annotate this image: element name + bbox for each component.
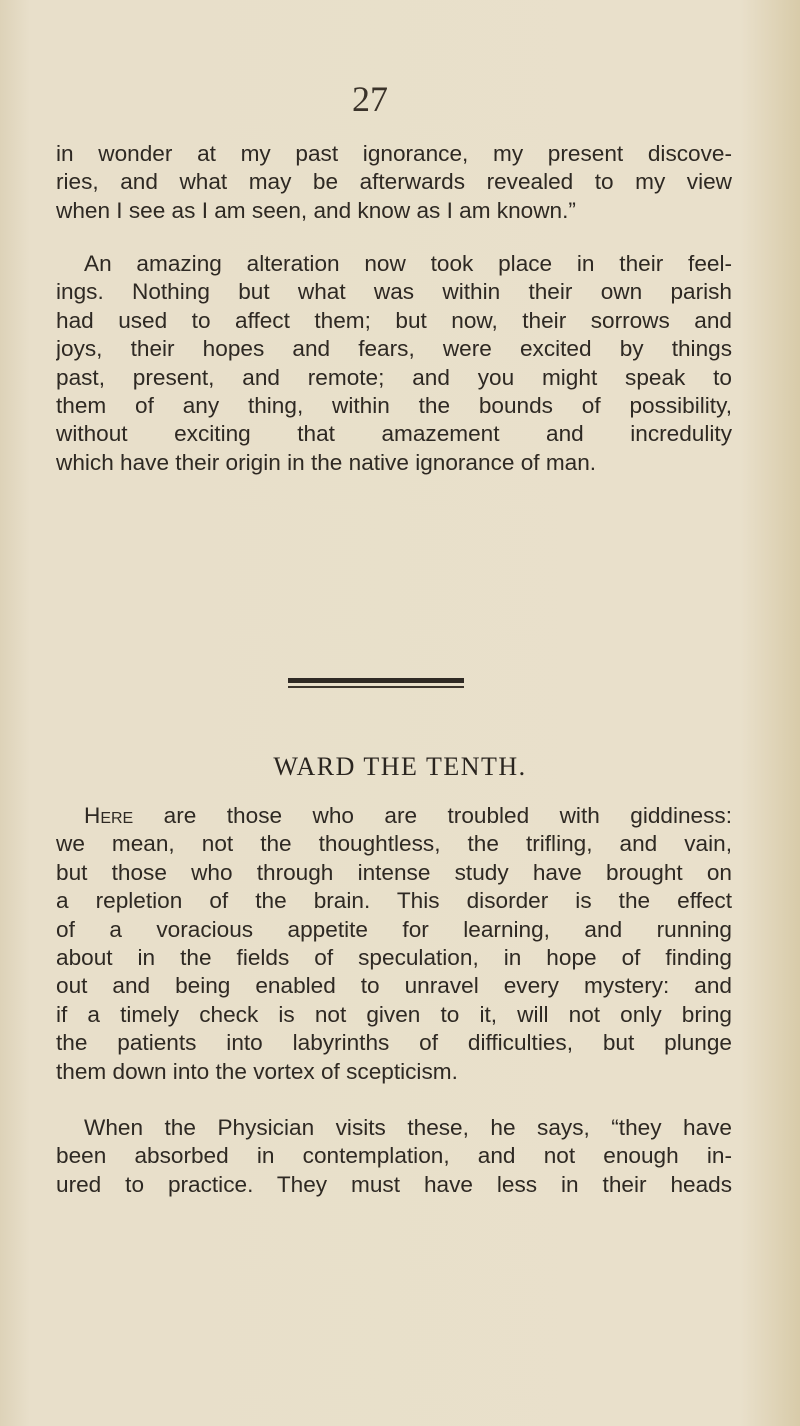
paragraph-line: of a voracious appetite for learning, and running [56,916,732,942]
paragraph-line: out and being enabled to unravel every mystery: and [56,973,732,999]
paragraph-2 [56,250,732,477]
paragraph-line: An amazing alteration now took place in their feel- [84,251,732,276]
paragraph-line: without exciting that amazement and incredulity [56,421,732,447]
drop-word: Here [84,803,134,828]
section-divider-thin [288,686,464,688]
paragraph-line: them of any thing, within the bounds of possibility, [56,392,732,418]
paragraph-1 [56,140,732,225]
section-paragraph-1 [56,802,732,1086]
paragraph-line-rest: are those who are troubled with giddiness: [133,803,732,828]
paragraph-line: a repletion of the brain. This disorder is the effect [56,888,732,914]
paragraph-line: in wonder at my past ignorance, my present discove- [56,141,732,166]
paragraph-line: about in the fields of speculation, in hope of finding [56,944,732,970]
paragraph-line [56,802,732,830]
paragraph-line: been absorbed in contemplation, and not enough in- [56,1143,732,1169]
paragraph-line: ings. Nothing but what was within their own parish [56,279,732,305]
section-divider-thick [288,678,464,683]
paragraph-line: if a timely check is not given to it, will not only bring [56,1001,732,1027]
paragraph-line: ured to practice. They must have less in their heads [56,1171,732,1197]
paragraph-line: When the Physician visits these, he says, “they have [84,1115,732,1140]
paragraph-line: which have their origin in the native ignorance of man. [56,449,597,475]
paragraph-line: but those who through intense study have brought on [56,859,732,885]
paragraph-line: when I see as I am seen, and know as I am known.” [56,197,576,223]
paragraph-line: we mean, not the thoughtless, the trifling, and vain, [56,831,732,857]
section-heading: WARD THE TENTH. [273,752,527,781]
page-number: 27 [352,79,388,119]
paragraph-line: had used to affect them; but now, their sorrows and [56,307,732,333]
paragraph-line: the patients into labyrinths of difficulties, but plunge [56,1030,732,1056]
paragraph-line: ries, and what may be afterwards revealed to my view [56,169,732,195]
section-paragraph-2 [56,1114,732,1199]
paragraph-line: them down into the vortex of scepticism. [56,1058,458,1084]
paragraph-line: past, present, and remote; and you might speak to [56,364,732,390]
paragraph-line: joys, their hopes and fears, were excited by things [56,336,732,362]
